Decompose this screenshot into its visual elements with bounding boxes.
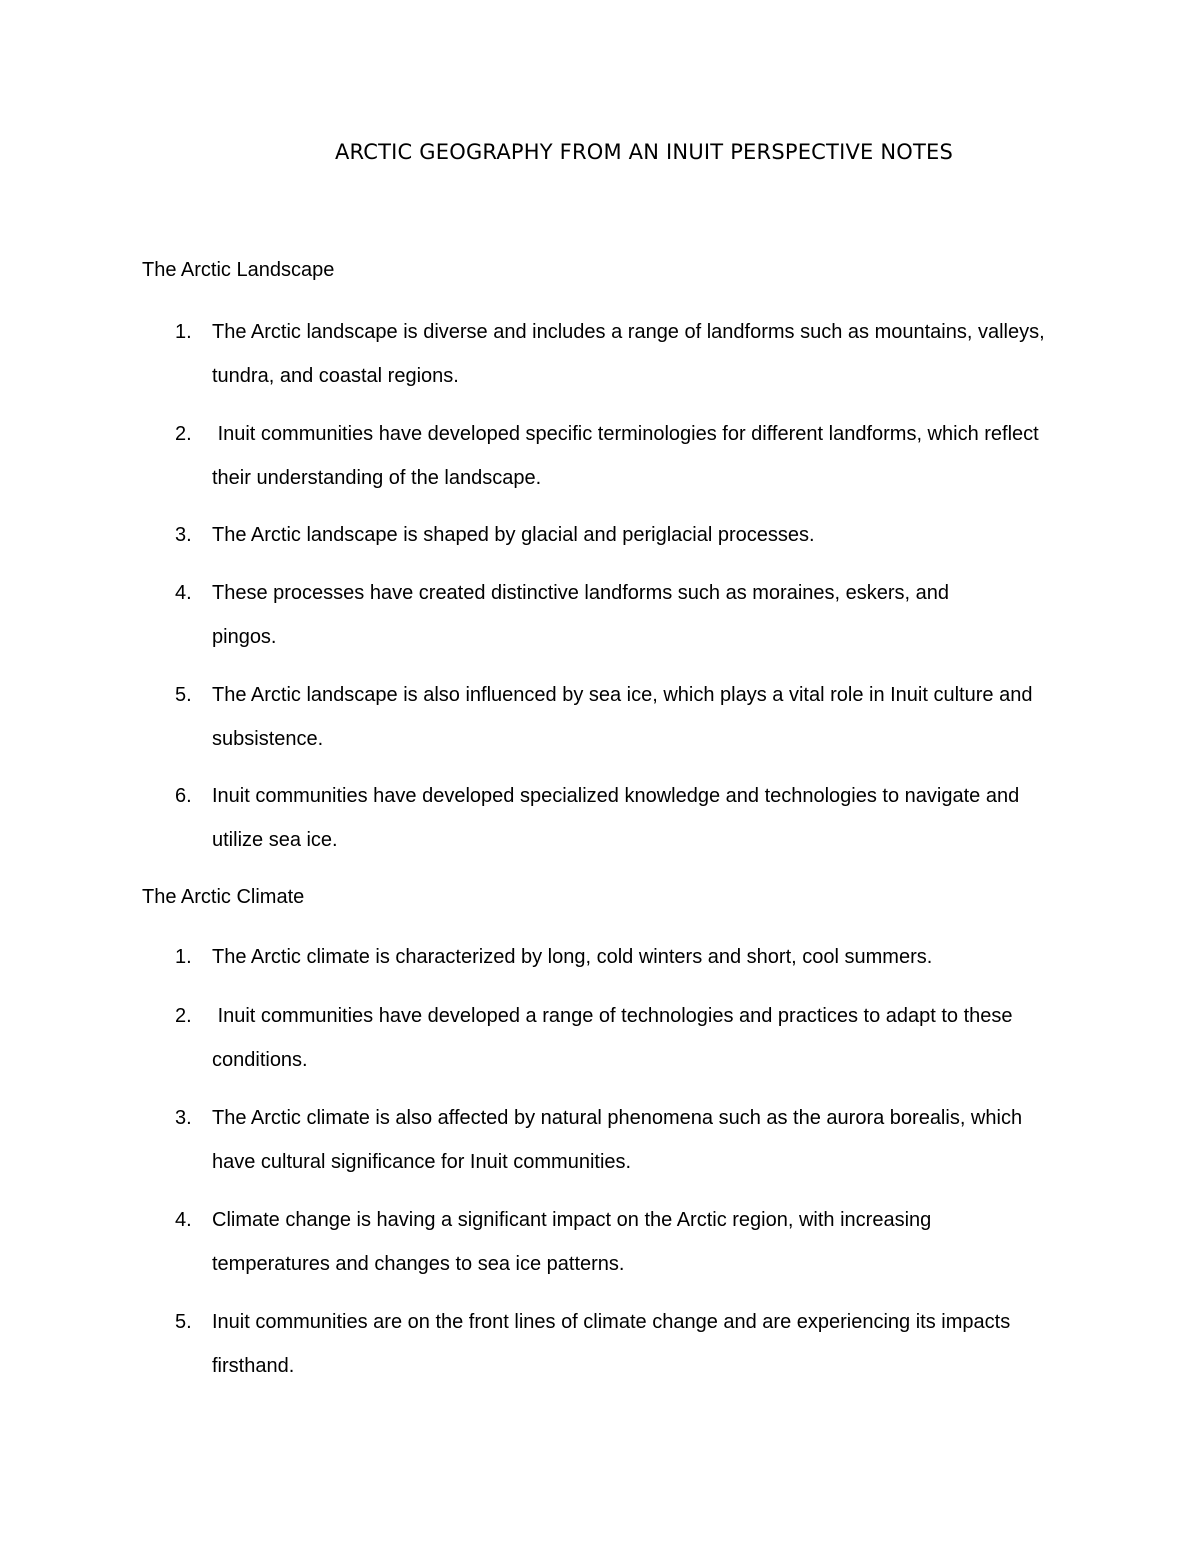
list-item-number: 5. [175,1311,192,1333]
list-item-number: 4. [175,582,192,604]
list-item-number: 1. [175,946,192,968]
list-item-number: 3. [175,1107,192,1129]
list-item-text: The Arctic landscape is diverse and includes a range of landforms such as mountains, valleys, tundra, and coastal regions. [212,321,1045,387]
section-heading-landscape: The Arctic Landscape [142,259,335,281]
list-item-number: 6. [175,785,192,807]
list-item-text: The Arctic landscape is shaped by glacial and periglacial processes. [212,524,815,546]
list-item-number: 1. [175,321,192,343]
list-item-number: 4. [175,1209,192,1231]
list-item-text: Inuit communities have developed specialized knowledge and technologies to navigate and utilize sea ice. [212,785,1020,851]
list-item-number: 5. [175,684,192,706]
list-item-text: Climate change is having a significant impact on the Arctic region, with increasing temperatures and changes to sea ice patterns. [212,1209,932,1275]
list-item-text: Inuit communities are on the front lines of climate change and are experiencing its impacts firsthand. [212,1311,1011,1377]
list-item-text: The Arctic climate is characterized by long, cold winters and short, cool summers. [212,946,933,968]
list-item-text: Inuit communities have developed a range of technologies and practices to adapt to these conditions. [212,1005,1019,1071]
list-item-text: Inuit communities have developed specific terminologies for different landforms, which reflect their understanding of the landscape. [212,423,1045,489]
list-item-number: 2. [175,423,192,445]
document-title: ARCTIC GEOGRAPHY FROM AN INUIT PERSPECTIVE NOTES [334,140,954,164]
list-item-text: The Arctic climate is also affected by natural phenomena such as the aurora borealis, which have cultural significance for Inuit communities. [212,1107,1023,1173]
list-item-number: 2. [175,1005,192,1027]
list-item-number: 3. [175,524,192,546]
section-heading-climate: The Arctic Climate [142,886,305,908]
list-item-text: The Arctic landscape is also influenced by sea ice, which plays a vital role in Inuit culture and subsistence. [212,684,1033,750]
list-item-text: These processes have created distinctive landforms such as moraines, eskers, and pingos. [212,582,950,648]
